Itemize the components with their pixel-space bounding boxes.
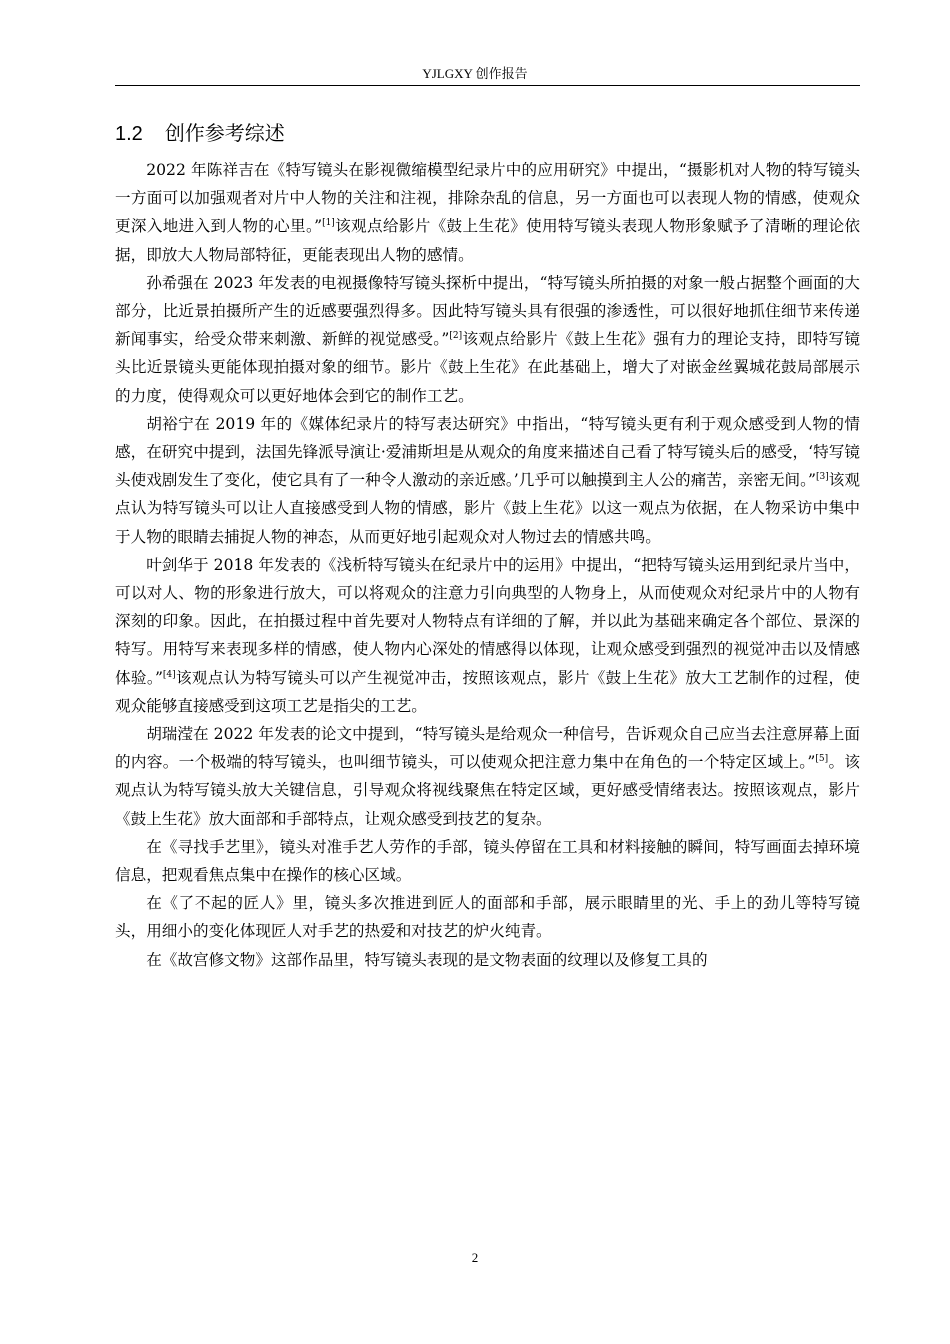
paragraph-text: 叶剑华于 2018 年发表的《浅析特写镜头在纪录片中的运用》中提出，“把特写镜头运用到纪录片当中，可以对人、物的形象进行放大，可以将观众的注意力引向典型的人物身上，从而使观众对纪录片中的人物有深刻的印象。因此，在拍摄过程中首先要对人物特点有详细的了解，并以此为基础来确定各个部位、景深的特写。用特写来表现多样的情感，使人物内心深处的情感得以体现，让观众感受到强烈的视觉冲击以及情感体验。” <box>115 555 860 687</box>
page-number: 2 <box>471 1250 479 1265</box>
paragraph-7 <box>115 889 860 945</box>
paragraph-1 <box>115 156 860 269</box>
paragraph-4 <box>115 551 860 720</box>
section-title: 创作参考综述 <box>164 121 285 145</box>
paragraph-text: 2022 年陈祥吉在《特写镜头在影视微缩模型纪录片中的应用研究》中提出，“摄影机对人物的特写镜头一方面可以加强观者对片中人物的关注和注视，排除杂乱的信息，另一方面也可以表现人物的情感，使观众更深入地进入到人物的心里。” <box>115 161 860 236</box>
paragraph-text: 孙希强在 2023 年发表的电视摄像特写镜头探析中提出，“特写镜头所拍摄的对象一般占据整个画面的大部分，比近景拍摄所产生的近感要强烈得多。因此特写镜头具有很强的渗透性，可以很好地抓住细节来传递新闻事实，给受众带来刺激、新鲜的视觉感受。” <box>115 273 860 349</box>
paragraph-text: 该观点认为特写镜头可以让人直接感受到人物的情感，影片《鼓上生花》以这一观点为依据，在人物采访中集中于人物的眼睛去捕捉人物的神态，从而更好地引起观众对人物过去的情感共鸣。 <box>115 471 860 546</box>
citation-marker: [1] <box>322 218 335 229</box>
paragraph-text: 在《故宫修文物》这部作品里，特写镜头表现的是文物表面的纹理以及修复工具的 <box>146 950 708 969</box>
paragraph-text: 该观点给影片《鼓上生花》强有力的理论支持，即特写镜头比近景镜头更能体现拍摄对象的细节。影片《鼓上生花》在此基础上，增大了对嵌金丝翼城花鼓局部展示的力度，使得观众可以更好地体会到它的制作工艺。 <box>115 330 860 405</box>
citation-marker: [5] <box>815 754 829 765</box>
paragraph-2 <box>115 269 860 410</box>
citation-marker: [2] <box>449 331 463 342</box>
paragraph-3 <box>115 410 860 551</box>
running-header: YJLGXY 创作报告 <box>422 66 528 81</box>
body-text <box>115 156 860 974</box>
paragraph-text: 该观点给影片《鼓上生花》使用特写镜头表现人物形象赋予了清晰的理论依据，即放大人物局部特征，更能表现出人物的感情。 <box>115 217 860 264</box>
citation-marker: [3] <box>815 472 829 483</box>
paragraph-text: 在《寻找手艺里》，镜头对准手艺人劳作的手部，镜头停留在工具和材料接触的瞬间，特写画面去掉环境信息，把观看焦点集中在操作的核心区域。 <box>115 837 860 885</box>
paragraph-text: 。该观点认为特写镜头放大关键信息，引导观众将视线聚焦在特定区域，更好感受情绪表达。按照该观点，影片《鼓上生花》放大面部和手部特点，让观众感受到技艺的复杂。 <box>115 753 860 828</box>
paragraph-text: 胡瑞滢在 2022 年发表的论文中提到，“特写镜头是给观众一种信号，告诉观众自己应当去注意屏幕上面的内容。一个极端的特写镜头，也叫细节镜头，可以使观众把注意力集中在角色的一个特定区域上。” <box>115 725 860 772</box>
paragraph-8 <box>115 946 860 974</box>
section-heading <box>115 120 285 147</box>
paragraph-text: 在《了不起的匠人》里，镜头多次推进到匠人的面部和手部，展示眼睛里的光、手上的劲儿等特写镜头，用细小的变化体现匠人对手艺的热爱和对技艺的炉火纯青。 <box>115 894 860 941</box>
paragraph-6 <box>115 833 860 889</box>
paragraph-5 <box>115 720 860 833</box>
section-number: 1.2 <box>115 123 143 145</box>
header-divider <box>115 85 860 86</box>
paragraph-text: 胡裕宁在 2019 年的《媒体纪录片的特写表达研究》中指出，“特写镜头更有利于观众感受到人物的情感，在研究中提到，法国先锋派导演让·爱浦斯坦是从观众的角度来描述自己看了特写镜头后的感受，‘特写镜头使戏剧发生了变化，使它具有了一种令人激动的亲近感。’几乎可以触摸到主人公的痛苦，亲密无间。” <box>115 414 860 490</box>
paragraph-text: 该观点认为特写镜头可以产生视觉冲击，按照该观点，影片《鼓上生花》放大工艺制作的过程，使观众能够直接感受到这项工艺是指尖的工艺。 <box>115 668 860 715</box>
citation-marker: [4] <box>162 669 176 680</box>
